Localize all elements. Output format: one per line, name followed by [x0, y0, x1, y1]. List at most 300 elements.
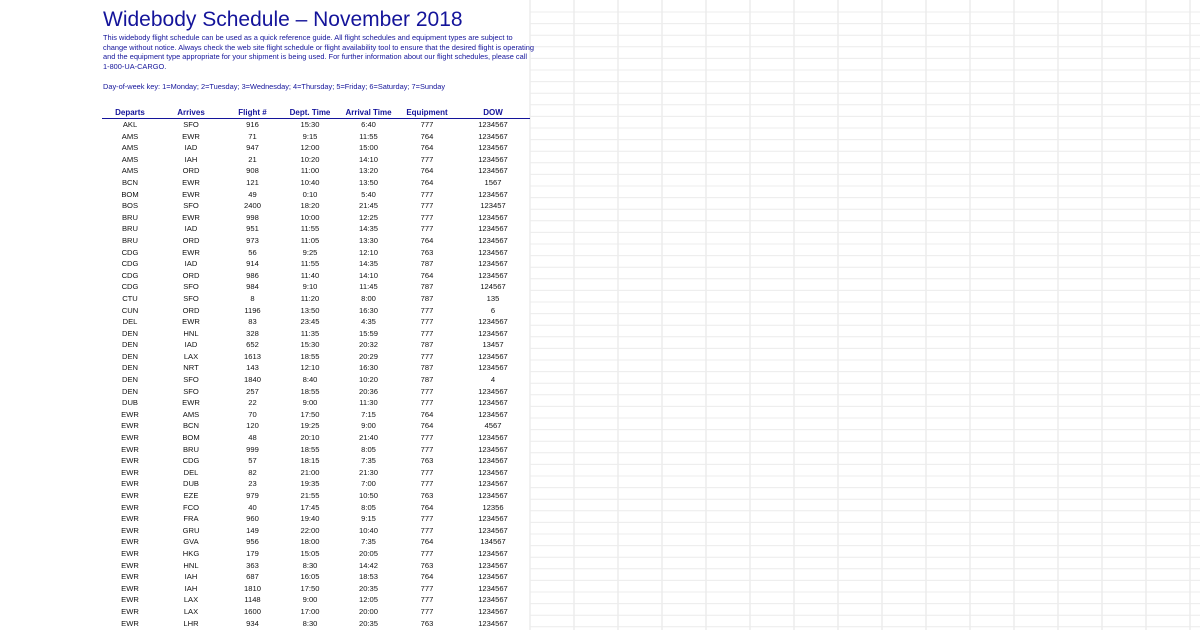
- cell-arrives: ORD: [182, 235, 200, 245]
- table-row: [102, 560, 530, 572]
- cell-dept-time: 18:00: [300, 537, 320, 547]
- cell-equipment: 764: [420, 270, 434, 280]
- cell-flight: 979: [246, 491, 259, 500]
- cell-arrival-time: 10:50: [358, 491, 378, 500]
- cell-dept-time: 9:00: [302, 595, 318, 605]
- table-row: [102, 351, 530, 363]
- cell-flight: 960: [246, 514, 259, 524]
- cell-dow: 1234567: [478, 456, 508, 466]
- cell-arrival-time: 21:45: [358, 201, 378, 211]
- cell-dept-time: 16:05: [300, 572, 320, 582]
- cell-departs: EWR: [121, 572, 139, 582]
- cell-equipment: 777: [420, 154, 434, 164]
- cell-arrives: IAH: [184, 154, 198, 164]
- table-row: [102, 119, 530, 131]
- cell-dept-time: 11:35: [300, 328, 320, 338]
- cell-dow: 134567: [480, 537, 506, 547]
- cell-arrives: ORD: [182, 270, 200, 280]
- cell-arrives: FRA: [183, 514, 199, 524]
- cell-dept-time: 15:30: [300, 120, 320, 129]
- table-row: [102, 200, 530, 212]
- cell-arrives: CDG: [182, 456, 200, 466]
- cell-departs: EWR: [121, 479, 139, 489]
- cell-arrives: NRT: [183, 363, 199, 373]
- cell-equipment: 777: [420, 514, 434, 524]
- cell-equipment: 764: [420, 143, 434, 153]
- table-row: [102, 467, 530, 479]
- cell-arrives: HNL: [183, 328, 199, 338]
- cell-equipment: 764: [420, 177, 434, 187]
- table-row: [102, 316, 530, 328]
- table-row: [102, 420, 530, 432]
- cell-flight: 947: [246, 143, 259, 153]
- cell-departs: BOM: [121, 189, 139, 199]
- cell-departs: BCN: [121, 177, 139, 187]
- cell-equipment: 777: [420, 433, 434, 443]
- cell-arrives: EWR: [182, 189, 200, 199]
- cell-flight: 121: [246, 177, 259, 187]
- cell-dept-time: 17:50: [300, 583, 320, 593]
- cell-equipment: 777: [420, 201, 434, 211]
- cell-departs: CUN: [121, 305, 139, 315]
- table-row: [102, 281, 530, 293]
- cell-departs: EWR: [121, 502, 139, 512]
- cell-dow: 1234567: [478, 606, 508, 616]
- cell-dept-time: 13:50: [300, 305, 320, 315]
- col-header-dow: DOW: [456, 108, 530, 119]
- cell-flight: 82: [248, 467, 257, 477]
- col-header-flight: Flight #: [224, 108, 281, 119]
- cell-dow: 1234567: [478, 572, 508, 582]
- cell-dept-time: 19:25: [300, 421, 320, 431]
- cell-equipment: 777: [420, 525, 434, 535]
- cell-flight: 23: [248, 479, 257, 489]
- cell-arrives: SFO: [183, 375, 199, 385]
- table-row: [102, 583, 530, 595]
- cell-equipment: 777: [420, 595, 434, 605]
- cell-arrival-time: 14:42: [358, 560, 378, 570]
- table-row: [102, 606, 530, 618]
- cell-flight: 143: [246, 363, 259, 373]
- cell-flight: 257: [246, 386, 259, 396]
- table-row: [102, 374, 530, 386]
- cell-dow: 1234567: [478, 386, 508, 396]
- cell-arrival-time: 14:10: [358, 154, 378, 164]
- cell-dow: 1234567: [478, 514, 508, 524]
- cell-flight: 149: [246, 525, 259, 535]
- cell-departs: DEN: [121, 328, 139, 338]
- cell-arrives: SFO: [183, 293, 199, 303]
- col-header-arrives: Arrives: [158, 108, 224, 119]
- cell-dow: 1234567: [478, 351, 508, 361]
- cell-arrival-time: 7:35: [361, 537, 376, 547]
- cell-arrival-time: 15:59: [358, 328, 378, 338]
- cell-equipment: 777: [420, 444, 434, 454]
- cell-arrives: IAD: [184, 340, 198, 350]
- cell-flight: 1810: [244, 583, 261, 593]
- col-header-departs: Departs: [102, 108, 158, 119]
- cell-departs: DEN: [121, 375, 139, 385]
- cell-dow: 1234567: [478, 595, 508, 605]
- cell-arrival-time: 8:05: [361, 444, 376, 454]
- table-row: [102, 386, 530, 398]
- cell-equipment: 763: [420, 491, 434, 500]
- cell-arrival-time: 9:00: [361, 421, 376, 431]
- cell-equipment: 777: [420, 328, 434, 338]
- table-row: [102, 177, 530, 189]
- cell-dept-time: 18:15: [300, 456, 320, 466]
- cell-departs: DEN: [121, 386, 139, 396]
- table-row: [102, 432, 530, 444]
- table-row: [102, 525, 530, 537]
- cell-arrives: SFO: [183, 386, 199, 396]
- cell-dow: 1234567: [478, 433, 508, 443]
- cell-departs: EWR: [121, 583, 139, 593]
- cell-departs: BRU: [121, 224, 139, 234]
- cell-dept-time: 19:35: [300, 479, 320, 489]
- cell-departs: BRU: [121, 235, 139, 245]
- cell-departs: EWR: [121, 548, 139, 558]
- cell-departs: EWR: [121, 409, 139, 419]
- cell-equipment: 787: [420, 340, 434, 350]
- cell-flight: 2400: [244, 201, 261, 211]
- cell-arrives: FCO: [182, 502, 200, 512]
- cell-dept-time: 11:55: [300, 259, 320, 269]
- cell-departs: CDG: [121, 282, 139, 292]
- cell-arrival-time: 16:30: [358, 305, 378, 315]
- cell-arrives: IAD: [184, 143, 198, 153]
- table-row: [102, 165, 530, 177]
- table-header-row: [102, 108, 530, 119]
- cell-flight: 999: [246, 444, 259, 454]
- cell-flight: 1840: [244, 375, 261, 385]
- cell-flight: 973: [246, 235, 259, 245]
- cell-arrival-time: 6:40: [361, 120, 376, 129]
- cell-arrives: LAX: [183, 606, 199, 616]
- cell-equipment: 763: [420, 456, 434, 466]
- cell-departs: EWR: [121, 433, 139, 443]
- col-header-dept-time: Dept. Time: [281, 108, 339, 119]
- cell-flight: 934: [246, 618, 259, 628]
- cell-departs: EWR: [121, 444, 139, 454]
- cell-flight: 363: [246, 560, 259, 570]
- col-header-arrival-time: Arrival Time: [339, 108, 398, 119]
- cell-equipment: 777: [420, 120, 434, 129]
- cell-dow: 1234567: [478, 235, 508, 245]
- cell-dept-time: 10:00: [300, 212, 320, 222]
- cell-dept-time: 18:55: [300, 386, 320, 396]
- cell-dow: 1234567: [478, 467, 508, 477]
- cell-equipment: 787: [420, 375, 434, 385]
- cell-arrival-time: 7:15: [361, 409, 376, 419]
- cell-dept-time: 11:20: [300, 293, 320, 303]
- cell-arrives: ORD: [182, 166, 200, 176]
- schedule-description: This widebody flight schedule can be used as a quick reference guide. All flight schedules and equipment types are subject to change without notice. Always check the web site flight schedule or flight availability tool to ensure that the desired flight is operating and the equipment type appropriate for your shipment is being used. For further information about our flight schedules, please call 1-800-UA-CARGO.: [103, 33, 534, 71]
- cell-equipment: 763: [420, 247, 434, 257]
- cell-arrival-time: 18:53: [358, 572, 378, 582]
- table-row: [102, 212, 530, 224]
- cell-arrives: EWR: [182, 177, 200, 187]
- cell-arrives: EWR: [182, 131, 200, 141]
- cell-arrives: GVA: [183, 537, 199, 547]
- cell-arrival-time: 7:00: [361, 479, 376, 489]
- cell-dow: 1234567: [478, 491, 508, 500]
- cell-dept-time: 15:30: [300, 340, 320, 350]
- cell-arrival-time: 7:35: [361, 456, 376, 466]
- cell-flight: 908: [246, 166, 259, 176]
- cell-equipment: 777: [420, 351, 434, 361]
- cell-flight: 1613: [244, 351, 261, 361]
- cell-dept-time: 8:40: [302, 375, 318, 385]
- cell-departs: EWR: [121, 514, 139, 524]
- cell-dow: 123457: [480, 201, 506, 211]
- cell-equipment: 777: [420, 189, 434, 199]
- cell-dept-time: 12:10: [300, 363, 320, 373]
- cell-flight: 49: [248, 189, 257, 199]
- table-row: [102, 247, 530, 259]
- day-of-week-key: Day-of-week key: 1=Monday; 2=Tuesday; 3=Wednesday; 4=Thursday; 5=Friday; 6=Saturday; 7=Sunday: [103, 82, 446, 91]
- cell-arrival-time: 12:25: [358, 212, 378, 222]
- cell-departs: AMS: [121, 154, 139, 164]
- cell-dow: 1234567: [478, 363, 508, 373]
- cell-equipment: 777: [420, 212, 434, 222]
- cell-flight: 956: [246, 537, 259, 547]
- cell-flight: 56: [248, 247, 257, 257]
- cell-arrival-time: 12:05: [358, 595, 378, 605]
- cell-flight: 120: [246, 421, 259, 431]
- cell-arrives: SFO: [183, 282, 199, 292]
- cell-dow: 1234567: [478, 224, 508, 234]
- cell-dow: 1234567: [478, 328, 508, 338]
- cell-dow: 6: [490, 305, 496, 315]
- cell-dept-time: 9:25: [302, 247, 318, 257]
- table-row: [102, 270, 530, 282]
- cell-dept-time: 9:00: [302, 398, 318, 408]
- table-row: [102, 131, 530, 143]
- cell-flight: 916: [246, 120, 259, 129]
- cell-arrival-time: 11:30: [359, 398, 378, 408]
- cell-arrives: EZE: [183, 491, 199, 500]
- table-row: [102, 513, 530, 525]
- cell-arrival-time: 5:40: [361, 189, 376, 199]
- cell-equipment: 764: [420, 235, 434, 245]
- cell-dow: 1234567: [478, 270, 508, 280]
- cell-flight: 48: [248, 433, 257, 443]
- cell-arrival-time: 8:00: [361, 293, 376, 303]
- cell-dept-time: 8:30: [302, 618, 318, 628]
- cell-arrives: AMS: [182, 409, 200, 419]
- cell-departs: CDG: [121, 270, 139, 280]
- table-row: [102, 548, 530, 560]
- table-row: [102, 490, 530, 502]
- cell-flight: 1600: [244, 606, 261, 616]
- table-row: [102, 397, 530, 409]
- cell-flight: 998: [246, 212, 259, 222]
- cell-flight: 984: [246, 282, 259, 292]
- cell-dow: 1234567: [478, 525, 508, 535]
- cell-dept-time: 9:10: [302, 282, 318, 292]
- cell-departs: EWR: [121, 491, 139, 500]
- cell-flight: 179: [246, 548, 259, 558]
- cell-arrives: DEL: [183, 467, 199, 477]
- cell-dept-time: 19:40: [300, 514, 320, 524]
- cell-dow: 124567: [480, 282, 506, 292]
- cell-dept-time: 10:20: [300, 154, 320, 164]
- cell-equipment: 764: [420, 166, 434, 176]
- cell-dow: 1234567: [478, 212, 508, 222]
- cell-arrives: SFO: [183, 201, 199, 211]
- cell-arrival-time: 10:40: [358, 525, 378, 535]
- cell-equipment: 787: [420, 363, 434, 373]
- cell-arrival-time: 8:05: [361, 502, 376, 512]
- cell-arrives: EWR: [182, 317, 200, 327]
- table-row: [102, 154, 530, 166]
- cell-departs: EWR: [121, 456, 139, 466]
- cell-dow: 1234567: [478, 120, 508, 129]
- cell-arrival-time: 20:05: [358, 548, 378, 558]
- cell-departs: CTU: [122, 293, 138, 303]
- cell-flight: 986: [246, 270, 259, 280]
- table-body: [102, 119, 530, 630]
- cell-dow: 1234567: [478, 560, 508, 570]
- cell-arrives: HNL: [183, 560, 199, 570]
- table-row: [102, 571, 530, 583]
- cell-arrival-time: 15:00: [358, 143, 378, 153]
- cell-departs: DEL: [122, 317, 138, 327]
- cell-dow: 1234567: [478, 583, 508, 593]
- cell-flight: 652: [246, 340, 259, 350]
- cell-arrival-time: 14:35: [358, 259, 378, 269]
- cell-arrives: SFO: [183, 120, 199, 129]
- cell-arrival-time: 12:10: [358, 247, 378, 257]
- cell-arrival-time: 13:30: [358, 235, 378, 245]
- cell-arrives: LHR: [183, 618, 199, 628]
- cell-dow: 1234567: [478, 189, 508, 199]
- cell-arrival-time: 20:00: [358, 606, 378, 616]
- cell-dept-time: 23:45: [300, 317, 320, 327]
- cell-arrival-time: 20:29: [358, 351, 378, 361]
- cell-arrives: IAH: [184, 583, 198, 593]
- cell-arrives: BOM: [182, 433, 200, 443]
- cell-departs: CDG: [121, 259, 139, 269]
- cell-dow: 1234567: [478, 618, 508, 628]
- cell-dow: 1234567: [478, 409, 508, 419]
- cell-dept-time: 18:55: [300, 444, 320, 454]
- table-row: [102, 409, 530, 421]
- cell-arrival-time: 10:20: [358, 375, 378, 385]
- cell-arrives: HKG: [182, 548, 200, 558]
- cell-flight: 951: [246, 224, 259, 234]
- cell-dow: 1234567: [478, 247, 508, 257]
- cell-equipment: 787: [420, 282, 434, 292]
- cell-dow: 13457: [482, 340, 504, 350]
- cell-dept-time: 21:00: [300, 467, 320, 477]
- cell-arrival-time: 16:30: [358, 363, 378, 373]
- cell-arrives: IAH: [184, 572, 198, 582]
- table-row: [102, 362, 530, 374]
- cell-arrives: EWR: [182, 212, 200, 222]
- cell-dept-time: 11:40: [300, 270, 320, 280]
- cell-arrives: BRU: [182, 444, 200, 454]
- col-header-equipment: Equipment: [398, 108, 456, 119]
- table-row: [102, 444, 530, 456]
- cell-flight: 70: [248, 409, 257, 419]
- cell-departs: AMS: [121, 166, 139, 176]
- cell-dept-time: 18:55: [300, 351, 320, 361]
- cell-departs: EWR: [121, 421, 139, 431]
- cell-equipment: 777: [420, 305, 434, 315]
- cell-dow: 1234567: [478, 259, 508, 269]
- table-row: [102, 189, 530, 201]
- cell-equipment: 777: [420, 548, 434, 558]
- cell-dow: 1234567: [478, 548, 508, 558]
- cell-departs: DEN: [121, 351, 139, 361]
- cell-dept-time: 21:55: [300, 491, 320, 500]
- cell-dow: 12356: [482, 502, 504, 512]
- cell-equipment: 777: [420, 317, 434, 327]
- cell-departs: CDG: [121, 247, 139, 257]
- cell-equipment: 764: [420, 131, 434, 141]
- table-row: [102, 142, 530, 154]
- cell-arrives: LAX: [183, 595, 199, 605]
- table-row: [102, 502, 530, 514]
- cell-arrival-time: 13:50: [358, 177, 378, 187]
- cell-departs: AKL: [122, 120, 138, 129]
- cell-arrives: BCN: [182, 421, 200, 431]
- cell-flight: 22: [248, 398, 257, 408]
- cell-flight: 40: [248, 502, 257, 512]
- cell-arrival-time: 21:40: [358, 433, 378, 443]
- cell-flight: 1196: [244, 305, 261, 315]
- cell-arrival-time: 4:35: [361, 317, 376, 327]
- cell-arrival-time: 13:20: [358, 166, 378, 176]
- cell-dept-time: 11:00: [300, 166, 320, 176]
- cell-arrival-time: 20:35: [358, 618, 378, 628]
- cell-dept-time: 12:00: [300, 143, 320, 153]
- cell-dow: 1234567: [478, 398, 508, 408]
- cell-dept-time: 10:40: [300, 177, 320, 187]
- table-row: [102, 478, 530, 490]
- cell-equipment: 764: [420, 572, 434, 582]
- cell-equipment: 764: [420, 502, 434, 512]
- cell-arrival-time: 14:10: [358, 270, 378, 280]
- table-row: [102, 618, 530, 630]
- cell-dept-time: 11:05: [300, 235, 320, 245]
- cell-dept-time: 15:05: [300, 548, 320, 558]
- page-title: Widebody Schedule – November 2018: [103, 8, 463, 31]
- cell-departs: BOS: [121, 201, 139, 211]
- cell-equipment: 763: [420, 560, 434, 570]
- cell-dow: 1234567: [478, 444, 508, 454]
- cell-dept-time: 11:55: [300, 224, 320, 234]
- cell-arrival-time: 14:35: [358, 224, 378, 234]
- table-row: [102, 339, 530, 351]
- cell-flight: 687: [246, 572, 259, 582]
- cell-departs: BRU: [121, 212, 139, 222]
- cell-dept-time: 20:10: [300, 433, 320, 443]
- cell-arrives: EWR: [182, 247, 200, 257]
- cell-dept-time: 22:00: [300, 525, 320, 535]
- cell-departs: EWR: [121, 537, 139, 547]
- cell-arrives: IAD: [184, 259, 198, 269]
- cell-departs: AMS: [121, 143, 139, 153]
- cell-departs: EWR: [121, 560, 139, 570]
- table-row: [102, 223, 530, 235]
- cell-flight: 83: [248, 317, 257, 327]
- cell-flight: 328: [246, 328, 259, 338]
- cell-dow: 4567: [484, 421, 502, 431]
- cell-flight: 914: [246, 259, 259, 269]
